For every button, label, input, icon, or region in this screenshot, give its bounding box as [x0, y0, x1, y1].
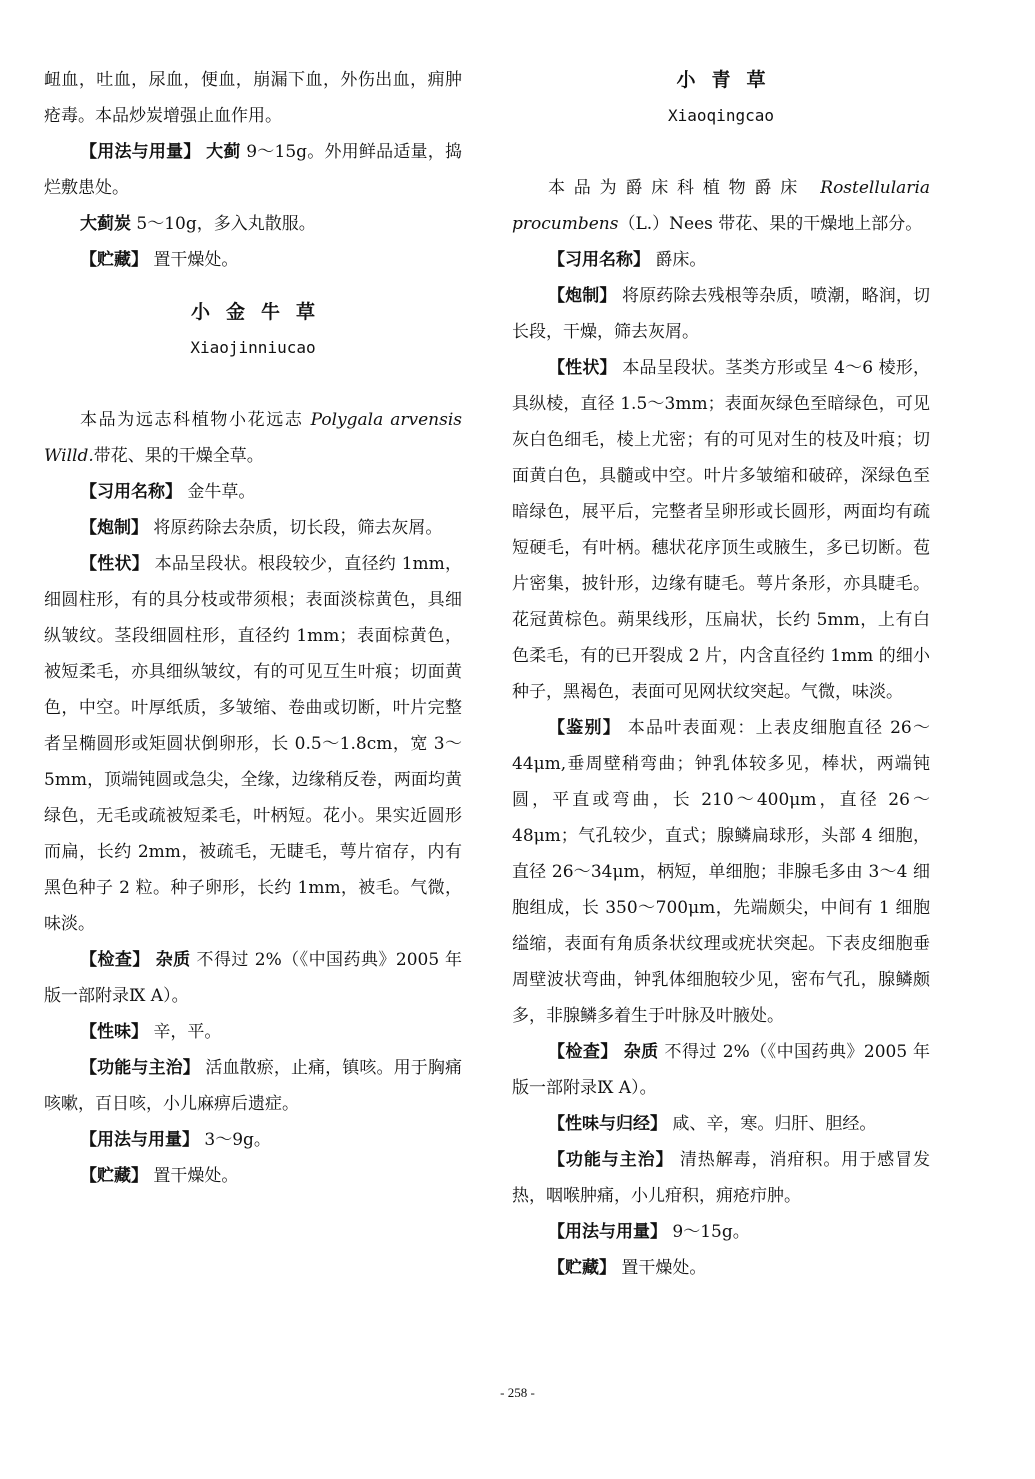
inspection-text: 不得过 2%（《中国药典》2005 年版一部附录Ⅸ A）。 — [44, 950, 463, 1006]
function-label-r: 【功能与主治】 — [548, 1150, 674, 1170]
processing-label: 【炮制】 — [80, 518, 148, 538]
dosage-label: 【用法与用量】 — [80, 1130, 199, 1150]
storage-text-2: 置干燥处。 — [153, 1166, 239, 1186]
source-paragraph — [44, 402, 462, 474]
characteristics-label: 【性状】 — [80, 554, 149, 574]
processing-text: 将原药除去杂质，切长段，筛去灰屑。 — [153, 518, 443, 538]
inspection-label: 【检查】 — [80, 950, 150, 970]
taste-meridian-text: 咸、辛，寒。归肝、胆经。 — [672, 1114, 877, 1134]
inspection-sub-label-r: 杂质 — [623, 1042, 659, 1062]
characteristics-label-r: 【性状】 — [548, 358, 617, 378]
source-text-r: 本品为爵床科植物爵床 — [548, 178, 807, 198]
usage-text: 9～15g。外用鲜品适量，捣烂敷患处。 — [44, 142, 463, 198]
characteristics-paragraph — [44, 546, 462, 942]
function-label: 【功能与主治】 — [80, 1058, 200, 1078]
storage-label-r: 【贮藏】 — [548, 1258, 616, 1278]
storage-paragraph-r — [512, 1250, 930, 1286]
common-name-text-r: 爵床。 — [655, 250, 707, 270]
taste-meridian-label: 【性味与归经】 — [548, 1114, 667, 1134]
inspection-sub-label: 杂质 — [155, 950, 191, 970]
storage-label-2: 【贮藏】 — [80, 1166, 148, 1186]
inspection-label-r: 【检查】 — [548, 1042, 618, 1062]
taste-meridian-paragraph — [512, 1106, 930, 1142]
dosage-paragraph — [44, 1122, 462, 1158]
usage-label: 【用法与用量】 — [80, 142, 201, 162]
inspection-text-r: 不得过 2%（《中国药典》2005 年版一部附录Ⅸ A）。 — [512, 1042, 931, 1098]
storage-text-r: 置干燥处。 — [621, 1258, 707, 1278]
function-text-r: 清热解毒，消疳积。用于感冒发热，咽喉肿痛，小儿疳积，痈疮疖肿。 — [512, 1150, 931, 1206]
common-name-label-r: 【习用名称】 — [548, 250, 650, 270]
common-name-paragraph — [44, 474, 462, 510]
left-column — [44, 62, 462, 1194]
latin-name: Polygala arvensis Willd. — [44, 410, 463, 466]
function-paragraph — [44, 1050, 462, 1122]
inspection-paragraph-r — [512, 1034, 930, 1106]
identification-label: 【鉴别】 — [548, 718, 622, 738]
charcoal-paragraph — [44, 206, 462, 242]
taste-paragraph — [44, 1014, 462, 1050]
processing-paragraph — [44, 510, 462, 546]
usage-paragraph — [44, 134, 462, 206]
dosage-text-r: 9～15g。 — [672, 1222, 750, 1242]
charcoal-label: 大蓟炭 — [80, 214, 131, 234]
processing-label-r: 【炮制】 — [548, 286, 617, 306]
source-text-post-r: （L.）Nees 带花、果的干燥地上部分。 — [618, 214, 923, 234]
taste-label: 【性味】 — [80, 1022, 148, 1042]
herb-title-xiaojinniucao: 小金牛草 — [190, 301, 331, 323]
storage-text: 置干燥处。 — [153, 250, 239, 270]
characteristics-text: 本品呈段状。根段较少，直径约 1mm，细圆柱形，有的具分枝或带须根；表面淡棕黄色，具细纵皱纹。茎段细圆柱形，直径约 1mm；表面棕黄色，被短柔毛，亦具细纵皱纹，有的可见互生叶痕；切面黄色，中空。叶厚纸质，多皱缩、卷曲或切断，叶片完整者呈椭圆形或矩圆状倒卵形，长 0.5～1.8cm，宽 3～5mm，顶端钝圆或急尖，全缘，边缘稍反卷，两面均黄绿色，无毛或疏被短柔毛，叶柄短。花小。果实近圆形而扁，长约 2mm，被疏毛，无睫毛，萼片宿存，内有黑色种子 2 粒。种子卵形，长约 1mm，被毛。气微，味淡。 — [44, 554, 463, 934]
identification-paragraph — [512, 710, 930, 1034]
dosage-text: 3～9g。 — [204, 1130, 271, 1150]
storage-paragraph — [44, 242, 462, 278]
processing-paragraph-r — [512, 278, 930, 350]
herb-title-xiaoqingcao: 小青草 — [676, 69, 782, 91]
herb-pinyin-xiaoqingcao: Xiaoqingcao — [668, 106, 774, 125]
common-name-paragraph-r — [512, 242, 930, 278]
identification-text: 本品叶表面观：上表皮细胞直径 26～44μm,垂周壁稍弯曲；钟乳体较多见，棒状，两端钝圆，平直或弯曲，长 210～400μm，直径 26～48μm；气孔较少，直式；腺鳞扁球形，头部 4 细胞，直径 26～34μm，柄短，单细胞；非腺毛多由 3～4 细胞组成，长 350～700μm，先端颇尖，中间有 1 细胞缢缩，表面有角质条状纹理或疣状突起。下表皮细胞垂周壁波状弯曲，钟乳体细胞较少见，密布气孔，腺鳞颇多，非腺鳞多着生于叶脉及叶腋处。 — [512, 718, 930, 1026]
usage-sub-label: 大蓟 — [206, 142, 241, 162]
characteristics-text-r: 本品呈段状。茎类方形或呈 4～6 棱形，具纵棱，直径 1.5～3mm；表面灰绿色至暗绿色，可见灰白色细毛，棱上尤密；有的可见对生的枝及叶痕；切面黄白色，具髓或中空。叶片多皱缩和破碎，深绿色至暗绿色，展平后，完整者呈卵形或长圆形，两面均有疏短硬毛，有叶柄。穗状花序顶生或腋生，多已切断。苞片密集，披针形，边缘有睫毛。萼片条形，亦具睫毛。花冠黄棕色。蒴果线形，压扁状，长约 5mm，上有白色柔毛，有的已开裂成 2 片，内含直径约 1mm 的细小种子，黑褐色，表面可见网状纹突起。气微，味淡。 — [512, 358, 931, 702]
continued-text: 衄血，吐血，尿血，便血，崩漏下血，外伤出血，痈肿疮毒。本品炒炭增强止血作用。 — [44, 70, 462, 126]
function-paragraph-r — [512, 1142, 930, 1214]
source-text-post: 带花、果的干燥全草。 — [93, 446, 264, 466]
latin-name-r: Rostellularia procumbens — [512, 178, 931, 234]
source-paragraph-r — [512, 170, 930, 242]
storage-label: 【贮藏】 — [80, 250, 148, 270]
dosage-label-r: 【用法与用量】 — [548, 1222, 667, 1242]
charcoal-text: 5～10g，多入丸散服。 — [136, 214, 316, 234]
dosage-paragraph-r — [512, 1214, 930, 1250]
common-name-label: 【习用名称】 — [80, 482, 182, 502]
taste-text: 辛，平。 — [153, 1022, 222, 1042]
characteristics-paragraph-r — [512, 350, 930, 710]
storage-paragraph-2 — [44, 1158, 462, 1194]
common-name-text: 金牛草。 — [187, 482, 256, 502]
processing-text-r: 将原药除去残根等杂质，喷潮，略润，切长段，干燥，筛去灰屑。 — [512, 286, 931, 342]
inspection-paragraph — [44, 942, 462, 1014]
function-text: 活血散瘀，止痛，镇咳。用于胸痛咳嗽，百日咳，小儿麻痹后遗症。 — [44, 1058, 463, 1114]
herb-pinyin-xiaojinniucao: Xiaojinniucao — [190, 338, 316, 357]
page-number: - 258 - — [500, 1385, 535, 1400]
source-text: 本品为远志科植物小花远志 — [80, 410, 304, 430]
right-column — [512, 62, 930, 1286]
